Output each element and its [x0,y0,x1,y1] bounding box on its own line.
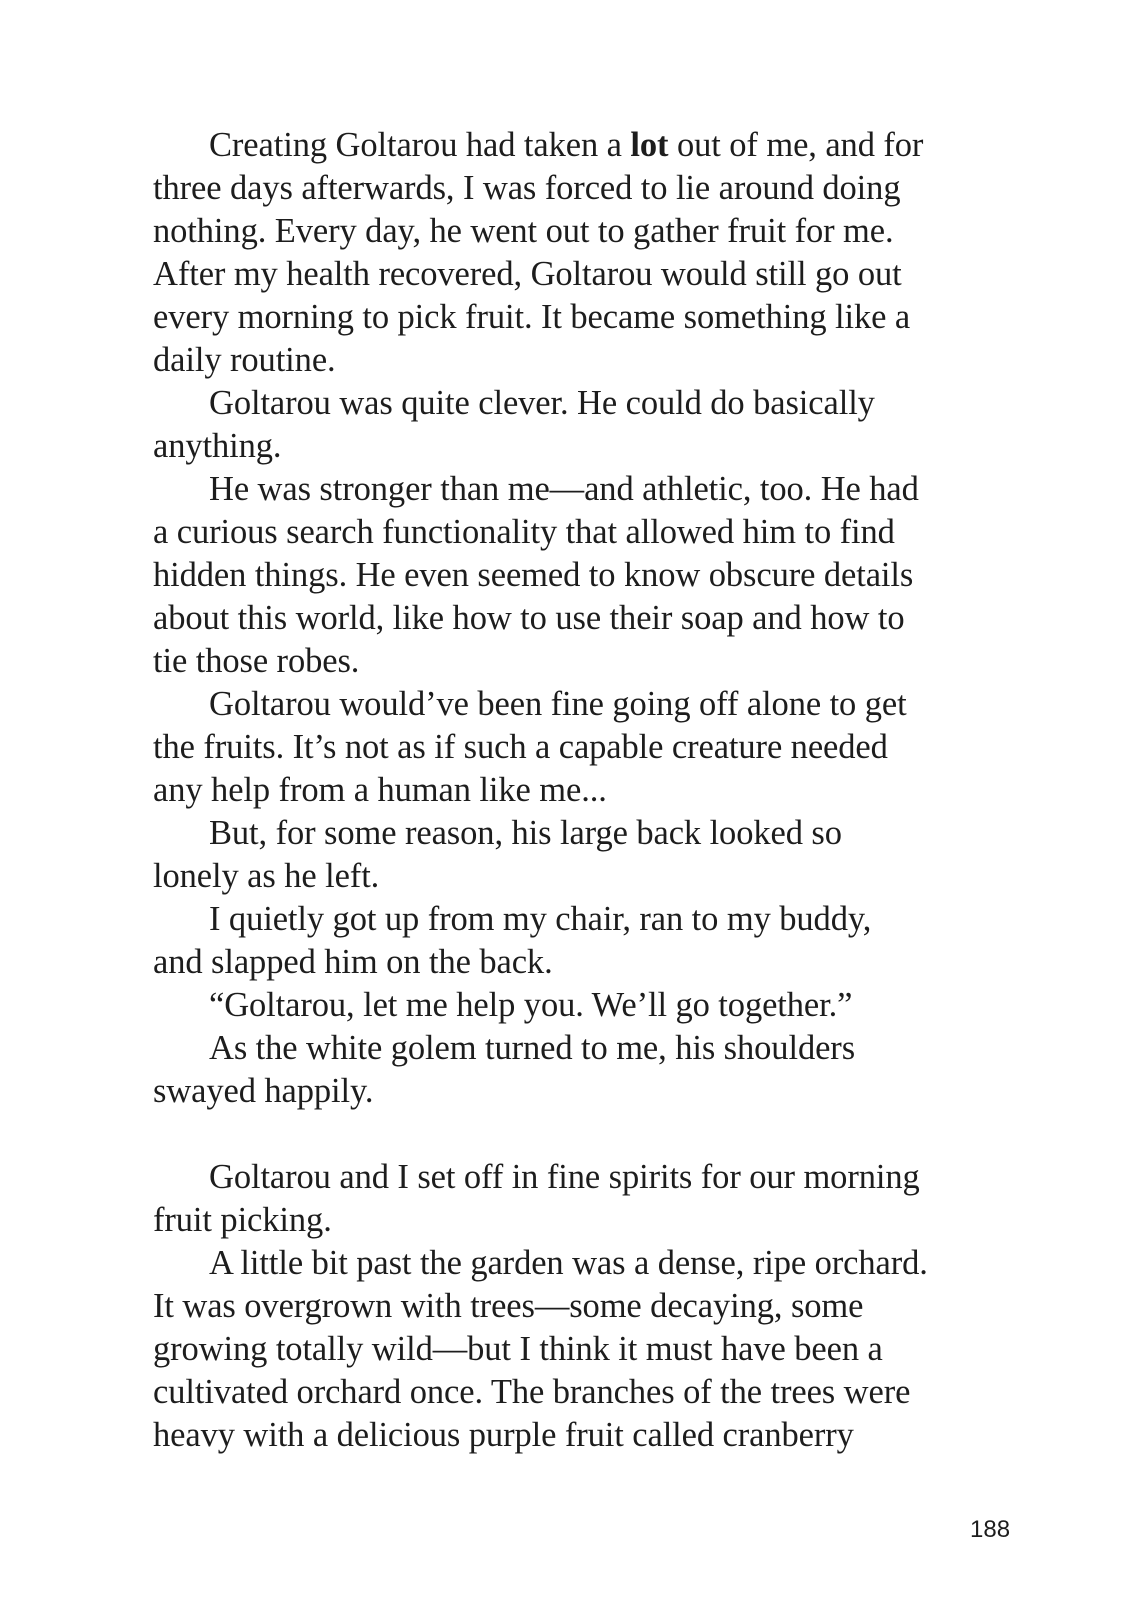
text-line: As the white golem turned to me, his shoulders [209,1029,856,1067]
text-line: “Goltarou, let me help you. We’ll go together.” [209,986,853,1024]
text-line: fruit picking. [153,1201,332,1239]
text-line: Goltarou and I set off in fine spirits for our morning [209,1158,920,1196]
text-line: daily routine. [153,341,336,379]
text-line: tie those robes. [153,642,360,680]
text-line: Creating Goltarou had taken a lot out of me, and for [209,126,924,164]
emphasis-text: lot [630,126,669,164]
text-line: and slapped him on the back. [153,943,553,981]
text-line: After my health recovered, Goltarou would still go out [153,255,902,293]
text-line: heavy with a delicious purple fruit called cranberry [153,1416,854,1454]
text-line: every morning to pick fruit. It became something like a [153,298,911,336]
text-line: about this world, like how to use their soap and how to [153,599,905,637]
text-line: Goltarou was quite clever. He could do basically [209,384,875,422]
text-line: It was overgrown with trees—some decaying, some [153,1287,864,1325]
text-line: any help from a human like me... [153,771,607,809]
text-line: He was stronger than me—and athletic, too. He had [209,470,919,508]
scene-break [153,1113,993,1156]
text-line: nothing. Every day, he went out to gather fruit for me. [153,212,894,250]
page-number: 188 [970,1516,1011,1543]
text-line: A little bit past the garden was a dense, ripe orchard. [209,1244,928,1282]
text-line: I quietly got up from my chair, ran to my buddy, [209,900,872,938]
text-line: Goltarou would’ve been fine going off alone to get [209,685,907,723]
text-line: growing totally wild—but I think it must have been a [153,1330,883,1368]
body-text [153,124,993,1457]
text-line: a curious search functionality that allowed him to find [153,513,895,551]
text-line: swayed happily. [153,1072,374,1110]
text-line: hidden things. He even seemed to know obscure details [153,556,914,594]
text-line: the fruits. It’s not as if such a capable creature needed [153,728,888,766]
text-line: lonely as he left. [153,857,380,895]
text-line: three days afterwards, I was forced to lie around doing [153,169,901,207]
text-line: anything. [153,427,282,465]
text-line: But, for some reason, his large back looked so [209,814,842,852]
text-line: cultivated orchard once. The branches of the trees were [153,1373,911,1411]
